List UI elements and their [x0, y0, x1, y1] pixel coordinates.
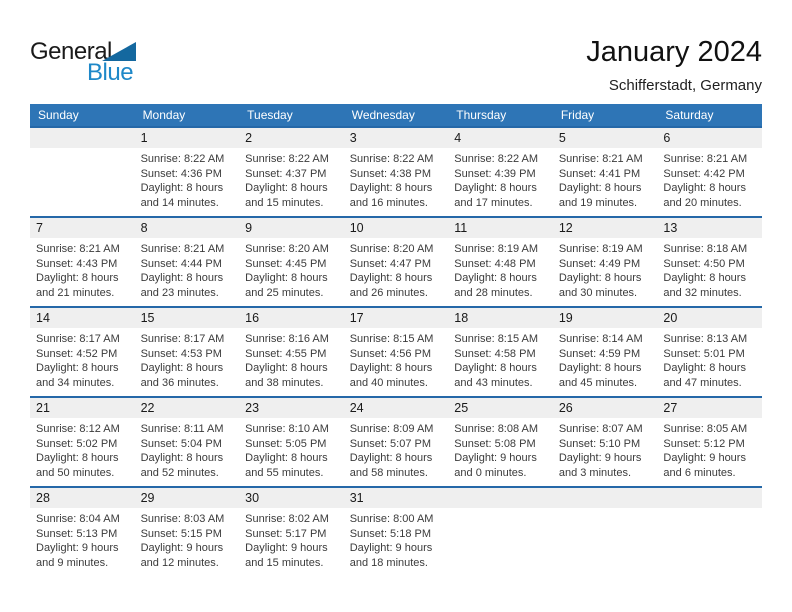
day-cell	[239, 488, 344, 576]
day-number: 14	[30, 308, 135, 328]
detail-line: Sunrise: 8:15 AM	[454, 333, 539, 345]
detail-line: Sunrise: 8:19 AM	[454, 243, 539, 255]
logo-text-blue: Blue	[87, 59, 134, 86]
day-number	[657, 488, 762, 508]
detail-line: and 3 minutes.	[558, 466, 631, 479]
detail-line: Daylight: 8 hours	[349, 362, 433, 375]
day-number: 4	[448, 128, 553, 148]
detail-line: Sunset: 4:56 PM	[349, 347, 432, 360]
day-cell	[448, 128, 553, 216]
detail-line: Sunset: 5:01 PM	[663, 347, 745, 360]
detail-line: Daylight: 8 hours	[349, 272, 433, 285]
detail-line: Daylight: 8 hours	[36, 452, 119, 465]
detail-line: and 25 minutes.	[245, 286, 324, 299]
weekday-wednesday: Wednesday	[351, 108, 415, 122]
detail-line: Sunset: 5:13 PM	[36, 527, 118, 540]
detail-line: Sunrise: 8:07 AM	[558, 423, 643, 435]
day-cell	[30, 488, 135, 576]
detail-line: Sunset: 5:17 PM	[245, 527, 327, 540]
detail-line: Sunrise: 8:21 AM	[558, 153, 643, 165]
detail-line: and 16 minutes.	[349, 196, 428, 209]
detail-line: Sunset: 5:15 PM	[140, 527, 222, 540]
day-cell	[657, 308, 762, 396]
day-cell	[344, 488, 449, 576]
detail-line: Daylight: 8 hours	[245, 362, 328, 375]
detail-line: Daylight: 8 hours	[36, 362, 119, 375]
day-cell	[135, 488, 240, 576]
day-number: 7	[30, 218, 135, 238]
day-cell	[553, 128, 658, 216]
day-number: 9	[239, 218, 344, 238]
day-details	[344, 238, 449, 300]
detail-line: Sunset: 4:42 PM	[663, 167, 745, 180]
detail-line: Daylight: 8 hours	[349, 182, 433, 195]
day-cell	[553, 488, 658, 576]
detail-line: Sunrise: 8:10 AM	[245, 423, 329, 435]
detail-line: and 52 minutes.	[140, 466, 219, 479]
day-number: 11	[448, 218, 553, 238]
day-cell	[448, 488, 553, 576]
day-number: 10	[344, 218, 449, 238]
detail-line: Daylight: 8 hours	[245, 452, 328, 465]
detail-line: and 18 minutes.	[349, 556, 428, 569]
day-details	[239, 238, 344, 300]
week-row-3	[30, 306, 762, 396]
week-row-2	[30, 216, 762, 306]
weekday-sunday: Sunday	[38, 108, 79, 122]
detail-line: Sunset: 4:43 PM	[36, 257, 118, 270]
detail-line: Daylight: 8 hours	[558, 362, 642, 375]
day-number: 1	[135, 128, 240, 148]
detail-line: Daylight: 8 hours	[454, 182, 537, 195]
detail-line: Sunrise: 8:22 AM	[454, 153, 539, 165]
detail-line: Sunrise: 8:11 AM	[140, 423, 224, 435]
day-details	[239, 328, 344, 390]
detail-line: Daylight: 9 hours	[558, 452, 642, 465]
detail-line: Sunrise: 8:13 AM	[663, 333, 748, 345]
detail-line: and 40 minutes.	[349, 376, 428, 389]
day-number: 5	[553, 128, 658, 148]
detail-line: Daylight: 8 hours	[245, 182, 328, 195]
detail-line: and 55 minutes.	[245, 466, 324, 479]
detail-line: Sunset: 4:36 PM	[140, 167, 222, 180]
detail-line: Sunset: 5:02 PM	[36, 437, 118, 450]
day-cell	[239, 308, 344, 396]
day-cell	[553, 398, 658, 486]
detail-line: Sunrise: 8:20 AM	[349, 243, 434, 255]
day-number: 28	[30, 488, 135, 508]
week-row-4	[30, 396, 762, 486]
day-cell	[30, 398, 135, 486]
detail-line: and 19 minutes.	[558, 196, 638, 209]
detail-line: and 17 minutes.	[454, 196, 533, 209]
detail-line: and 32 minutes.	[663, 286, 742, 299]
detail-line: Sunset: 5:04 PM	[140, 437, 222, 450]
day-details	[448, 418, 553, 480]
detail-line: Daylight: 8 hours	[663, 182, 746, 195]
detail-line: Sunrise: 8:17 AM	[36, 333, 120, 345]
calendar-grid	[30, 104, 762, 576]
detail-line: Daylight: 9 hours	[349, 542, 433, 555]
day-details	[448, 148, 553, 210]
day-cell	[239, 128, 344, 216]
detail-line: Sunrise: 8:22 AM	[349, 153, 434, 165]
day-number: 29	[135, 488, 240, 508]
detail-line: and 45 minutes.	[558, 376, 638, 389]
day-details	[553, 238, 658, 300]
detail-line: Sunrise: 8:04 AM	[36, 513, 120, 525]
detail-line: Daylight: 9 hours	[454, 452, 537, 465]
detail-line: and 43 minutes.	[454, 376, 533, 389]
day-number: 18	[448, 308, 553, 328]
day-number	[553, 488, 658, 508]
day-details	[30, 238, 135, 300]
detail-line: Sunrise: 8:17 AM	[140, 333, 225, 345]
detail-line: Sunrise: 8:20 AM	[245, 243, 329, 255]
detail-line: and 0 minutes.	[454, 466, 527, 479]
day-details	[657, 238, 762, 300]
day-number: 15	[135, 308, 240, 328]
day-details	[448, 328, 553, 390]
detail-line: Sunset: 4:58 PM	[454, 347, 536, 360]
day-details	[448, 238, 553, 300]
day-details	[30, 328, 135, 390]
day-cell	[344, 308, 449, 396]
detail-line: and 14 minutes.	[140, 196, 219, 209]
detail-line: Daylight: 8 hours	[140, 182, 224, 195]
day-details	[448, 508, 553, 512]
detail-line: and 36 minutes.	[140, 376, 219, 389]
day-cell	[30, 308, 135, 396]
day-details	[30, 418, 135, 480]
detail-line: Daylight: 8 hours	[558, 182, 642, 195]
day-cell	[135, 398, 240, 486]
weekday-header-row	[30, 104, 762, 126]
detail-line: Daylight: 8 hours	[663, 272, 746, 285]
day-details	[344, 148, 449, 210]
detail-line: Sunset: 4:39 PM	[454, 167, 536, 180]
detail-line: Sunrise: 8:18 AM	[663, 243, 748, 255]
detail-line: and 28 minutes.	[454, 286, 533, 299]
detail-line: Sunrise: 8:00 AM	[349, 513, 434, 525]
day-cell	[448, 218, 553, 306]
day-number: 16	[239, 308, 344, 328]
day-number: 25	[448, 398, 553, 418]
day-details	[553, 508, 658, 512]
detail-line: Sunrise: 8:22 AM	[245, 153, 329, 165]
detail-line: Sunrise: 8:09 AM	[349, 423, 434, 435]
day-cell	[135, 308, 240, 396]
detail-line: Sunset: 5:07 PM	[349, 437, 432, 450]
day-cell	[553, 308, 658, 396]
detail-line: Daylight: 8 hours	[140, 452, 224, 465]
detail-line: Sunrise: 8:19 AM	[558, 243, 643, 255]
page-subtitle: Schifferstadt, Germany	[608, 77, 762, 94]
detail-line: and 15 minutes.	[245, 196, 324, 209]
day-details	[135, 148, 240, 210]
detail-line: and 50 minutes.	[36, 466, 115, 479]
detail-line: Sunset: 4:41 PM	[558, 167, 641, 180]
detail-line: Daylight: 8 hours	[140, 272, 224, 285]
day-number: 30	[239, 488, 344, 508]
day-cell	[30, 218, 135, 306]
day-details	[135, 508, 240, 570]
detail-line: Daylight: 8 hours	[36, 272, 119, 285]
page-title: January 2024	[586, 36, 762, 68]
day-details	[553, 418, 658, 480]
detail-line: Daylight: 8 hours	[349, 452, 433, 465]
day-details	[30, 508, 135, 570]
header-titles	[30, 0, 762, 94]
detail-line: Sunset: 4:44 PM	[140, 257, 222, 270]
detail-line: Sunset: 4:47 PM	[349, 257, 432, 270]
day-number	[448, 488, 553, 508]
weeks-container	[30, 126, 762, 576]
detail-line: Sunrise: 8:03 AM	[140, 513, 225, 525]
detail-line: Sunset: 5:12 PM	[663, 437, 745, 450]
detail-line: Sunrise: 8:12 AM	[36, 423, 120, 435]
detail-line: and 15 minutes.	[245, 556, 324, 569]
detail-line: and 34 minutes.	[36, 376, 115, 389]
detail-line: Sunset: 4:50 PM	[663, 257, 745, 270]
day-number: 24	[344, 398, 449, 418]
day-number: 19	[553, 308, 658, 328]
weekday-monday: Monday	[142, 108, 186, 122]
day-details	[30, 148, 135, 152]
detail-line: Sunset: 4:53 PM	[140, 347, 222, 360]
detail-line: Sunset: 4:59 PM	[558, 347, 641, 360]
detail-line: Sunrise: 8:21 AM	[663, 153, 748, 165]
day-cell	[135, 128, 240, 216]
weekday-friday: Friday	[560, 108, 595, 122]
detail-line: Daylight: 9 hours	[663, 452, 746, 465]
detail-line: Sunrise: 8:02 AM	[245, 513, 329, 525]
detail-line: Daylight: 9 hours	[245, 542, 328, 555]
day-details	[657, 148, 762, 210]
day-cell	[657, 398, 762, 486]
detail-line: Sunset: 4:48 PM	[454, 257, 536, 270]
day-details	[344, 328, 449, 390]
week-row-5	[30, 486, 762, 576]
day-details	[239, 418, 344, 480]
detail-line: Sunset: 4:38 PM	[349, 167, 432, 180]
detail-line: and 12 minutes.	[140, 556, 219, 569]
day-details	[239, 508, 344, 570]
day-number	[30, 128, 135, 148]
day-cell	[30, 128, 135, 216]
detail-line: Sunset: 4:55 PM	[245, 347, 327, 360]
detail-line: and 38 minutes.	[245, 376, 324, 389]
detail-line: Daylight: 8 hours	[454, 272, 537, 285]
day-details	[553, 148, 658, 210]
day-cell	[344, 128, 449, 216]
day-number: 27	[657, 398, 762, 418]
detail-line: and 6 minutes.	[663, 466, 736, 479]
day-number: 20	[657, 308, 762, 328]
day-cell	[657, 488, 762, 576]
detail-line: Daylight: 8 hours	[663, 362, 746, 375]
day-details	[135, 328, 240, 390]
day-cell	[448, 308, 553, 396]
day-number: 26	[553, 398, 658, 418]
day-details	[344, 508, 449, 570]
detail-line: Daylight: 9 hours	[140, 542, 224, 555]
detail-line: Sunrise: 8:21 AM	[36, 243, 120, 255]
day-number: 3	[344, 128, 449, 148]
detail-line: and 9 minutes.	[36, 556, 109, 569]
detail-line: Sunset: 4:37 PM	[245, 167, 327, 180]
day-cell	[657, 218, 762, 306]
day-number: 22	[135, 398, 240, 418]
detail-line: Sunrise: 8:21 AM	[140, 243, 225, 255]
detail-line: Sunrise: 8:22 AM	[140, 153, 225, 165]
day-details	[344, 418, 449, 480]
detail-line: Daylight: 8 hours	[245, 272, 328, 285]
detail-line: Sunset: 5:08 PM	[454, 437, 536, 450]
detail-line: and 20 minutes.	[663, 196, 742, 209]
day-details	[657, 328, 762, 390]
day-details	[657, 418, 762, 480]
detail-line: Sunset: 4:49 PM	[558, 257, 641, 270]
detail-line: Sunset: 5:05 PM	[245, 437, 327, 450]
detail-line: Daylight: 8 hours	[454, 362, 537, 375]
day-number: 8	[135, 218, 240, 238]
detail-line: and 58 minutes.	[349, 466, 428, 479]
detail-line: Sunset: 4:52 PM	[36, 347, 118, 360]
day-number: 2	[239, 128, 344, 148]
day-cell	[344, 398, 449, 486]
day-details	[135, 238, 240, 300]
detail-line: Daylight: 8 hours	[558, 272, 642, 285]
day-number: 12	[553, 218, 658, 238]
day-number: 23	[239, 398, 344, 418]
detail-line: and 21 minutes.	[36, 286, 115, 299]
day-number: 31	[344, 488, 449, 508]
detail-line: Sunrise: 8:08 AM	[454, 423, 539, 435]
detail-line: Daylight: 8 hours	[140, 362, 224, 375]
day-number: 13	[657, 218, 762, 238]
day-number: 6	[657, 128, 762, 148]
day-number: 17	[344, 308, 449, 328]
detail-line: Sunrise: 8:15 AM	[349, 333, 434, 345]
detail-line: and 23 minutes.	[140, 286, 219, 299]
weekday-thursday: Thursday	[456, 108, 507, 122]
detail-line: Daylight: 9 hours	[36, 542, 119, 555]
day-cell	[239, 218, 344, 306]
detail-line: Sunrise: 8:16 AM	[245, 333, 329, 345]
logo-text-general: General	[30, 38, 112, 65]
day-number: 21	[30, 398, 135, 418]
weekday-saturday: Saturday	[665, 108, 714, 122]
day-details	[657, 508, 762, 512]
detail-line: Sunrise: 8:14 AM	[558, 333, 643, 345]
day-cell	[135, 218, 240, 306]
day-details	[135, 418, 240, 480]
day-cell	[553, 218, 658, 306]
week-row-1	[30, 126, 762, 216]
day-cell	[344, 218, 449, 306]
day-details	[239, 148, 344, 210]
detail-line: Sunset: 4:45 PM	[245, 257, 327, 270]
detail-line: Sunrise: 8:05 AM	[663, 423, 748, 435]
day-cell	[448, 398, 553, 486]
detail-line: and 30 minutes.	[558, 286, 638, 299]
detail-line: Sunset: 5:18 PM	[349, 527, 432, 540]
day-cell	[657, 128, 762, 216]
detail-line: Sunset: 5:10 PM	[558, 437, 641, 450]
day-details	[553, 328, 658, 390]
detail-line: and 26 minutes.	[349, 286, 428, 299]
day-cell	[239, 398, 344, 486]
weekday-tuesday: Tuesday	[247, 108, 293, 122]
detail-line: and 47 minutes.	[663, 376, 742, 389]
